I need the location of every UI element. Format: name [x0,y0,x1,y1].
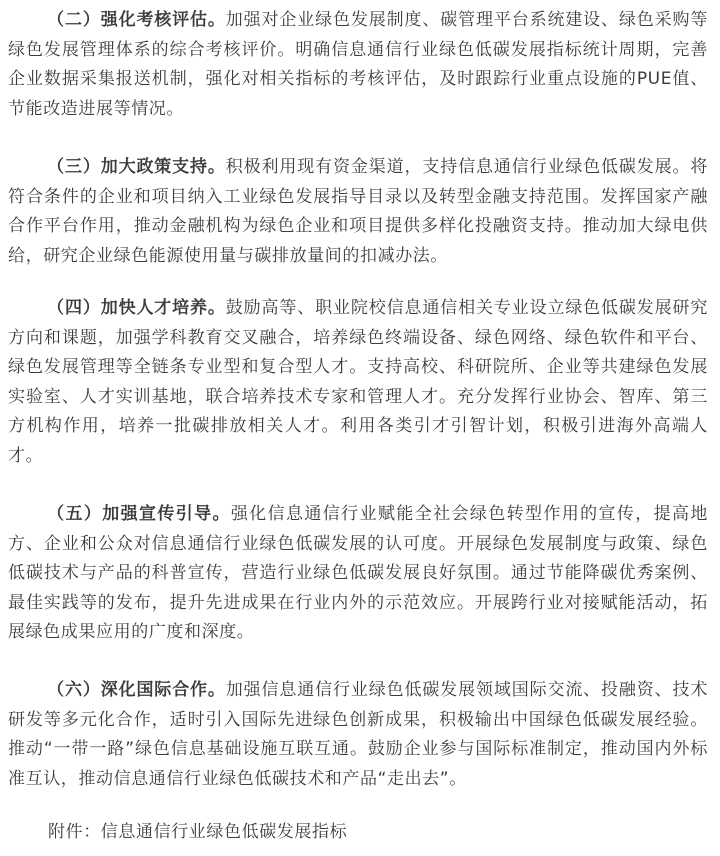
section-heading: （四）加快人才培养。 [47,298,226,318]
section-heading: （二）强化考核评估。 [47,10,226,30]
section-6 [8,676,708,794]
section-heading: （三）加大政策支持。 [47,157,226,177]
section-body: 加强信息通信行业绿色低碳发展领域国际交流、投融资、技术研发等多元化合作，适时引入国际先进绿色创新成果，积极输出中国绿色低碳发展经验。推动“一带一路”绿色信息基础设施互联互通。鼓励企业参与国际标准制定，推动国内外标准互认，推动信息通信行业绿色低碳技术和产品“走出去”。 [8,680,709,789]
section-heading: （五）加强宣传引导。 [47,504,231,524]
paragraph [8,676,708,794]
section-2 [8,6,708,124]
paragraph [8,153,708,271]
section-body: 强化信息通信行业赋能全社会绿色转型作用的宣传，提高地方、企业和公众对信息通信行业绿色低碳发展的认可度。开展绿色发展制度与政策、绿色低碳技术与产品的科普宣传，营造行业绿色低碳发展良好氛围。通过节能降碳优秀案例、最佳实践等的发布，提升先进成果在行业内外的示范效应。开展跨行业对接赋能活动，拓展绿色成果应用的广度和深度。 [8,504,709,642]
section-body: 积极利用现有资金渠道，支持信息通信行业绿色低碳发展。将符合条件的企业和项目纳入工业绿色发展指导目录以及转型金融支持范围。发挥国家产融合作平台作用，推动金融机构为绿色企业和项目提供多样化投融资支持。推动加大绿电供给，研究企业绿色能源使用量与碳排放量间的扣减办法。 [8,157,709,266]
section-4 [8,294,708,471]
paragraph [8,6,708,124]
section-3 [8,153,708,271]
section-heading: （六）深化国际合作。 [47,680,226,700]
section-5 [8,500,708,648]
paragraph [8,500,708,648]
paragraph [8,294,708,471]
section-body: 鼓励高等、职业院校信息通信相关专业设立绿色低碳发展研究方向和课题，加强学科教育交叉融合，培养绿色终端设备、绿色网络、绿色软件和平台、绿色发展管理等全链条专业型和复合型人才。支持高校、科研院所、企业等共建绿色发展实验室、人才实训基地，联合培养技术专家和管理人才。充分发挥行业协会、智库、第三方机构作用，培养一批碳排放相关人才。利用各类引才引智计划，积极引进海外高端人才。 [8,298,709,466]
section-body: 加强对企业绿色发展制度、碳管理平台系统建设、绿色采购等绿色发展管理体系的综合考核评价。明确信息通信行业绿色低碳发展指标统计周期，完善企业数据采集报送机制，强化对相关指标的考核评估，及时跟踪行业重点设施的PUE值、节能改造进展等情况。 [8,10,709,119]
attachment-note: 附件：信息通信行业绿色低碳发展指标 [48,822,348,842]
